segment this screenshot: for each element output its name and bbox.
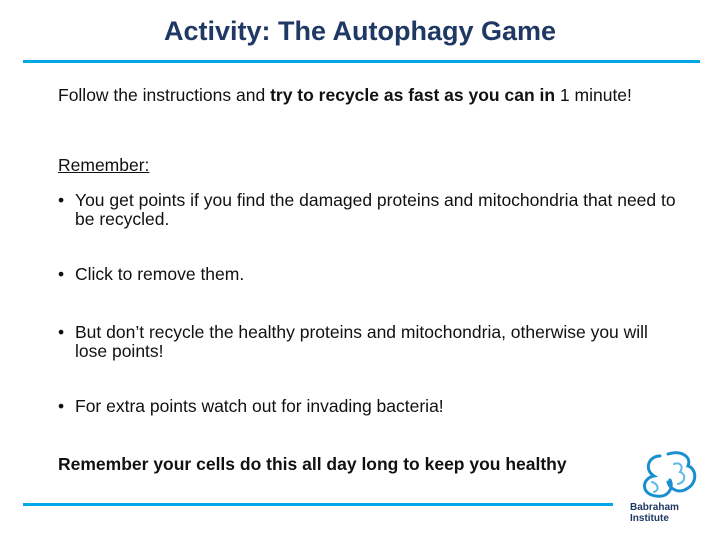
bullet-dot: • [58,190,65,210]
slide-title: Activity: The Autophagy Game [163,16,557,46]
logo-line-2: Institute [630,513,669,524]
title-divider [23,60,700,63]
bullet-dot: • [58,322,65,342]
bullet-text: For extra points watch out for invading bacteria! [75,396,444,416]
bullet-dot: • [58,396,65,416]
logo-wordmark [630,502,710,524]
remember-heading: Remember: [58,155,150,175]
bullet-text: You get points if you find the damaged proteins and mitochondria that need to be recycled. [75,190,676,229]
bullet-item [58,191,678,229]
bullet-text: Click to remove them. [75,264,245,284]
bullet-item [58,323,678,361]
intro-text-part1: Follow the instructions and [58,85,271,105]
bullet-item [58,265,678,284]
intro-text-part3: 1 minute! [555,85,632,105]
closing-text: Remember your cells do this all day long to keep you healthy [58,454,567,474]
babraham-institute-logo [630,448,710,534]
bullet-item [58,397,678,416]
bullet-dot: • [58,264,65,284]
logo-line-1: Babraham [630,502,679,513]
bullet-text: But don’t recycle the healthy proteins and mitochondria, otherwise you will lose points! [75,322,648,361]
intro-text-emphasis: try to recycle as fast as you can in [270,85,556,105]
logo-mark-icon [630,448,710,502]
intro-text [58,86,658,105]
footer-divider [23,503,613,506]
